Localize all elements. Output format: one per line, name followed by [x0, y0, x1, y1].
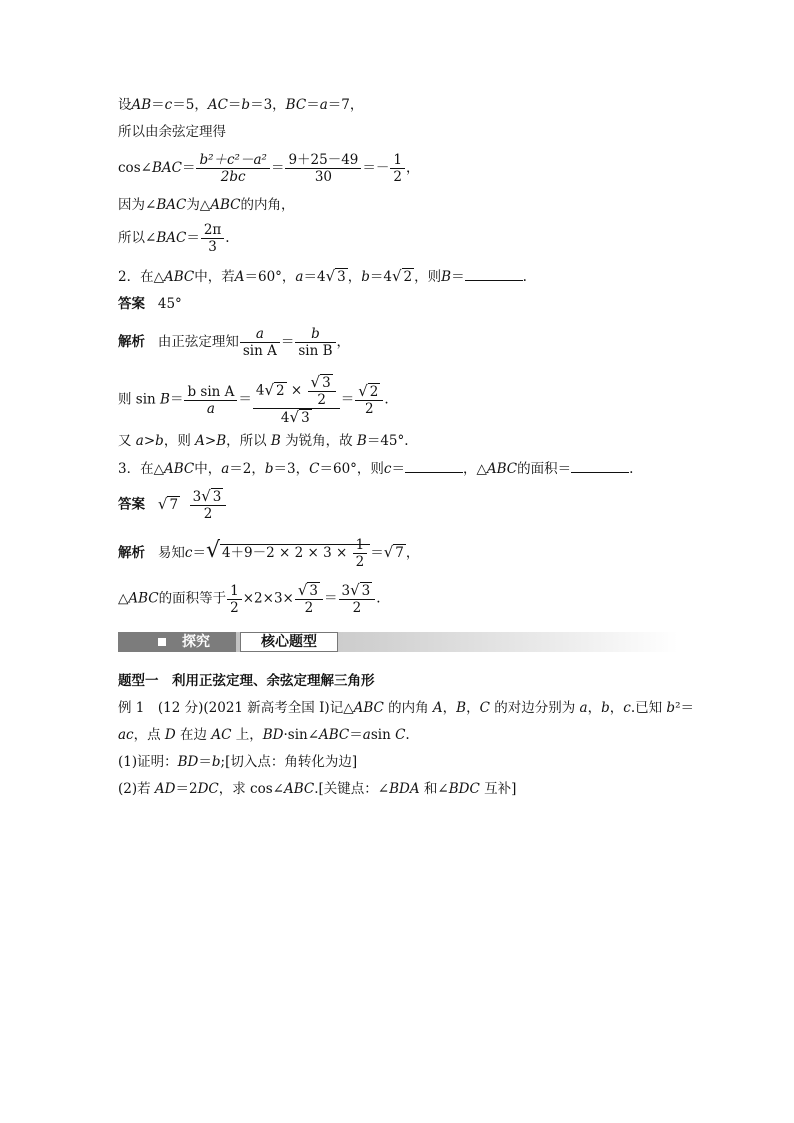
answer-sqrt-7: √ 7 — [157, 494, 179, 513]
banner-dark-block — [118, 632, 236, 652]
answer-blank-area — [571, 458, 629, 473]
answer-blank — [465, 266, 523, 281]
fraction-a-over-sinA: $\frac{a}{\text{sin A}}$ — [240, 326, 280, 359]
answer-area-fraction: $\frac{3√ 3}{2}$ — [190, 488, 227, 522]
question-2: 2．在△ABC中，若A＝60°，a＝4√ 3 ，b＝4√ 2 ，则B＝ . — [118, 267, 527, 285]
example-1-part-1: (1)证明：BD＝b;[切入点：角转化为边] — [118, 754, 358, 770]
fraction-numeric: $\frac{9+25-49}{30}$ — [285, 152, 361, 185]
answer-3 — [118, 488, 227, 522]
banner-section-title: 探究 — [182, 634, 210, 650]
fraction-b-over-sinB: $\frac{b}{\text{sin B}}$ — [295, 326, 335, 359]
analysis-2-line-2: 则 sin B＝ $\frac{\text{b sin A}}{a}$ ＝ 4√ 2 × $\frac{√ 3}{2}$ 4√ 3 ＝ $\frac{√ 2}{2}$ . — [118, 373, 389, 426]
fraction-two-pi-thirds: $\frac{2\pi}{3}$ — [201, 222, 224, 255]
solution-line-4: 因为∠BAC为△ABC的内角， — [118, 197, 295, 213]
answer-label: 答案 — [118, 296, 145, 312]
fraction-compound: 4√ 2 × $\frac{√ 3}{2}$ 4√ 3 — [253, 374, 340, 426]
analysis-label: 解析 — [118, 545, 145, 561]
example-1-line-1: 例 1 (12 分)(2021 新高考全国 Ⅰ)记△ABC 的内角 A，B，C 的对边分别为 a，b，c.已知 b²＝ — [118, 700, 694, 716]
analysis-label: 解析 — [118, 334, 145, 350]
solution-line-2: 所以由余弦定理得 — [118, 124, 226, 140]
question-3: 3．在△ABC中，a＝2，b＝3，C＝60°，则c＝ ，△ABC的面积＝ . — [118, 458, 633, 479]
solution-line-5: 所以∠BAC＝ $\frac{2\pi}{3}$ . — [118, 222, 230, 255]
question-type-heading: 题型一 利用正弦定理、余弦定理解三角形 — [118, 673, 375, 689]
example-1-line-2: ac，点 D 在边 AC 上，BD·sin∠ABC＝asin C. — [118, 727, 410, 743]
answer-2 — [118, 294, 182, 314]
banner-section-subtitle: 核心题型 — [240, 632, 338, 652]
fraction-bsinA-over-a: $\frac{\text{b sin A}}{a}$ — [184, 384, 237, 417]
analysis-3-line-1: 解析 易知c＝√ 4＋9－2 × 2 × 3 × $\frac{1}{2}$ ＝√ 7 ， — [118, 537, 420, 570]
example-1-part-2: (2)若 AD＝2DC，求 cos∠ABC.[关键点：∠BDA 和∠BDC 互补] — [118, 781, 517, 797]
analysis-2-line-3: 又 a>b，则 A>B，所以 B 为锐角，故 B＝45°. — [118, 433, 409, 449]
cosine-formula-line: cos∠BAC＝ $\frac{\text{b²＋c²－a²}}{2bc}$ ＝ $\frac{9+25-49}{30}$ ＝－ $\frac{1}{2}$ ， — [118, 152, 420, 185]
solution-line-1: 设AB＝c＝5，AC＝b＝3，BC＝a＝7， — [118, 97, 364, 113]
fraction-area-result: $\frac{3√ 3}{2}$ — [339, 582, 376, 616]
banner-square-icon — [158, 638, 166, 646]
analysis-3-line-2: △ABC的面积等于 $\frac{1}{2}$ ×2×3× $\frac{√ 3}{2}$ ＝ $\frac{3√ 3}{2}$ . — [118, 581, 381, 616]
fraction-cosine-rule: $\frac{\text{b²＋c²－a²}}{2bc}$ — [196, 152, 270, 185]
answer-label: 答案 — [118, 496, 145, 513]
fraction-half: $\frac{1}{2}$ — [227, 583, 242, 616]
sqrt-expression: √ 4＋9－2 × 2 × 3 × $\frac{1}{2}$ — [206, 537, 370, 570]
fraction-root2-over-2: $\frac{√ 2}{2}$ — [355, 383, 383, 417]
fraction-half: $\frac{1}{2}$ — [390, 152, 405, 185]
fraction-root3-over-2: $\frac{√ 3}{2}$ — [295, 582, 323, 616]
analysis-2-line-1: 解析 由正弦定理知 $\frac{a}{\text{sin A}}$ ＝ $\frac{b}{\text{sin B}}$ ， — [118, 326, 351, 359]
answer-blank-c — [405, 458, 463, 473]
section-banner — [118, 632, 678, 654]
answer-value: 45° — [157, 296, 182, 312]
sqrt-7: √ 7 — [383, 543, 404, 561]
sqrt-2: √ 2 — [391, 267, 413, 285]
sqrt-3: √ 3 — [325, 267, 346, 285]
